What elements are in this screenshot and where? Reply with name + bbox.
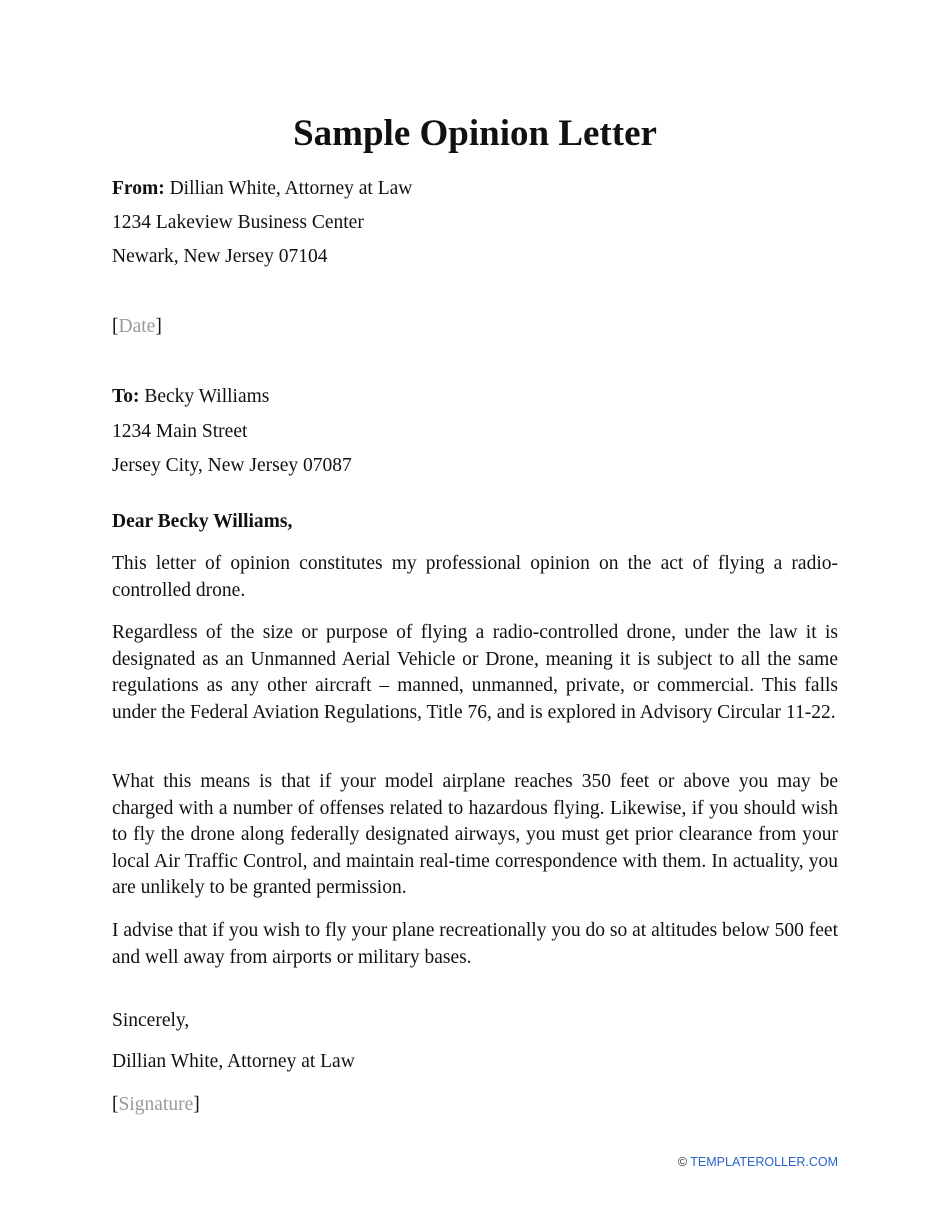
letter-page: [112, 0, 838, 1230]
paragraph-2: Regardless of the size or purpose of flying a radio-controlled drone, under the law it is designated as an Unmanned Aerial Vehicle or Drone, meaning it is subject to all the same regulations as any other aircraft – manned, unmanned, private, or commercial. This falls under the Federal Aviation Regulations, Title 76, and is explored in Advisory Circular 11-22.: [112, 622, 838, 723]
sender-address-line1: 1234 Lakeview Business Center: [112, 212, 364, 233]
to-label: To:: [112, 386, 140, 407]
paragraph-4: I advise that if you wish to fly your plane recreationally you do so at altitudes below 500 feet and well away from airports or military bases.: [112, 920, 838, 968]
sender-name: Dillian White, Attorney at Law: [169, 178, 413, 199]
sender-address-line2: Newark, New Jersey 07104: [112, 246, 328, 267]
recipient-address-line1: 1234 Main Street: [112, 421, 248, 442]
closing: Sincerely,: [112, 1010, 190, 1031]
footer-credit: [678, 1154, 838, 1170]
recipient-name-line: [112, 384, 269, 410]
page-title: Sample Opinion Letter: [293, 113, 657, 154]
salutation: Dear Becky Williams,: [112, 511, 293, 532]
templateroller-link[interactable]: TEMPLATEROLLER.COM: [690, 1155, 838, 1169]
signature-field: [Signature]: [112, 1094, 200, 1115]
recipient-address-line2: Jersey City, New Jersey 07087: [112, 455, 352, 476]
recipient-name: Becky Williams: [144, 386, 270, 407]
signer-name: Dillian White, Attorney at Law: [112, 1051, 355, 1072]
paragraph-1: This letter of opinion constitutes my professional opinion on the act of flying a radio-controlled drone.: [112, 553, 838, 601]
date-field: [Date]: [112, 316, 162, 337]
sender-name-line: [112, 176, 412, 202]
signature-placeholder: Signature: [118, 1094, 194, 1115]
copyright-symbol: ©: [677, 1155, 688, 1169]
date-placeholder: Date: [118, 316, 156, 337]
from-label: From:: [112, 178, 165, 199]
paragraph-3: What this means is that if your model airplane reaches 350 feet or above you may be charged with a number of offenses related to hazardous flying. Likewise, if you should wish to fly the drone along federally designated airways, you must get prior clearance from your local Air Traffic Control, and maintain real-time correspondence with them. In actuality, you are unlikely to be granted permission.: [112, 771, 838, 898]
